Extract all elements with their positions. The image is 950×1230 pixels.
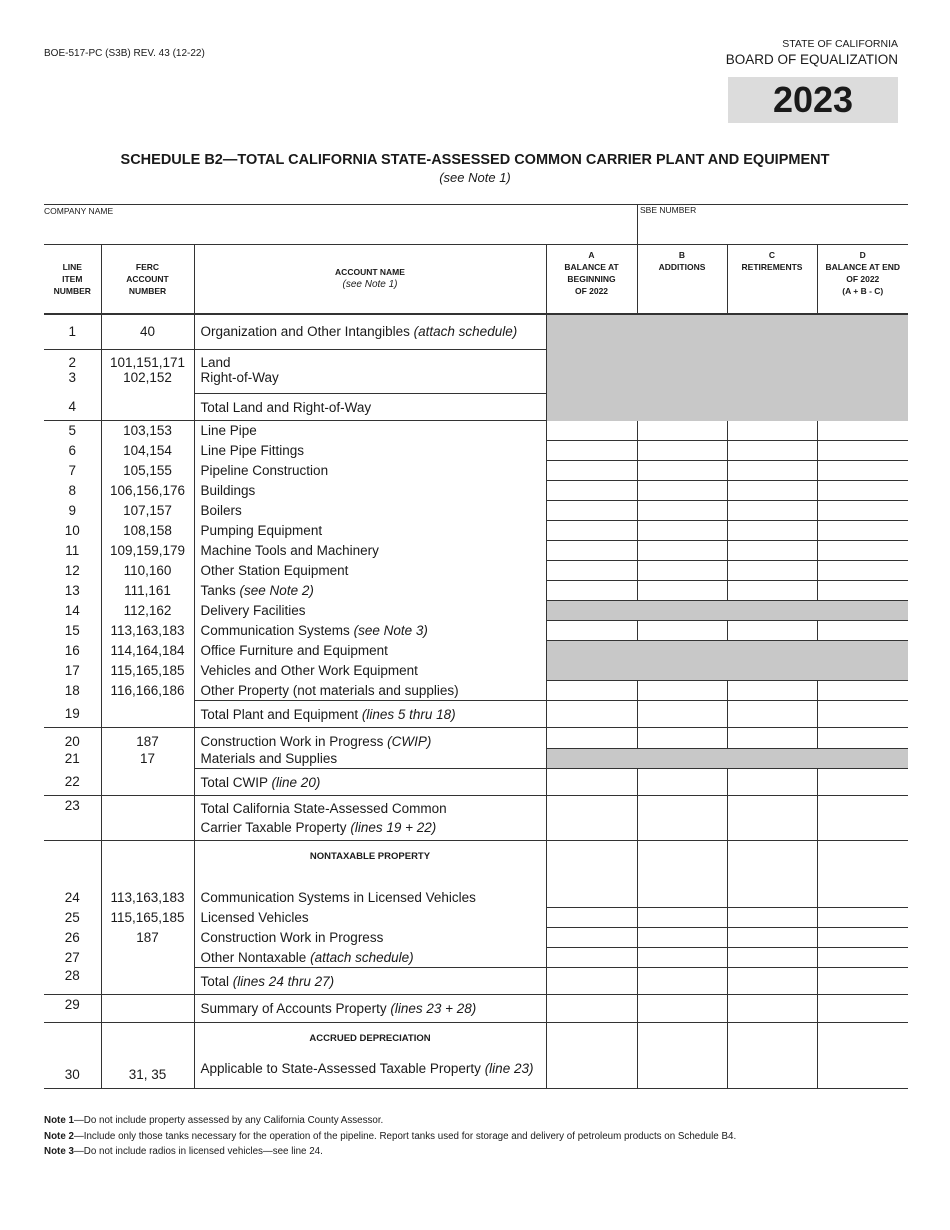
account-name: Tanks (see Note 2): [194, 581, 546, 601]
col-a-header: A BALANCE AT BEGINNING OF 2022: [546, 245, 637, 314]
line-number: 13: [64, 583, 80, 598]
table-row: [44, 621, 908, 641]
table-row: [44, 561, 908, 581]
input-cell[interactable]: [546, 928, 637, 948]
ferc-number: 112,162: [101, 601, 194, 621]
input-cell[interactable]: [637, 481, 727, 501]
col-ferc-header: FERC ACCOUNT NUMBER: [101, 245, 194, 314]
col-c-header: C RETIREMENTS: [727, 245, 817, 314]
shaded-cell: [546, 641, 908, 681]
input-cell[interactable]: [637, 728, 727, 749]
input-cell[interactable]: [817, 421, 908, 441]
section-heading: ACCRUED DEPRECIATION: [194, 1023, 546, 1061]
ferc-number: 109,159,179: [101, 541, 194, 561]
input-cell[interactable]: [817, 581, 908, 601]
line-number: 4: [44, 394, 101, 421]
input-cell[interactable]: [727, 995, 817, 1023]
section-row: [44, 1023, 908, 1061]
line-number: 29: [44, 995, 101, 1023]
table-row: [44, 796, 908, 841]
note-3: Note 3—Do not include radios in licensed vehicles—see line 24.: [44, 1146, 323, 1157]
table-row: [44, 314, 908, 350]
input-cell[interactable]: [546, 681, 637, 701]
note-1: Note 1—Do not include property assessed by any California County Assessor.: [44, 1115, 384, 1126]
input-cell[interactable]: [727, 421, 817, 441]
shaded-block: [546, 314, 908, 421]
input-cell[interactable]: [817, 621, 908, 641]
account-name: Other Station Equipment: [194, 561, 546, 581]
ferc-number: 187: [101, 728, 194, 749]
sbe-number-field[interactable]: SBE NUMBER: [637, 205, 696, 245]
line-number: 6: [68, 443, 76, 458]
account-name: Construction Work in Progress (CWIP): [194, 728, 546, 749]
table-row: [44, 641, 908, 661]
ferc-number: 108,158: [101, 521, 194, 541]
input-cell[interactable]: [817, 796, 908, 841]
input-cell[interactable]: [546, 908, 637, 928]
input-cell[interactable]: [817, 995, 908, 1023]
table-row: [44, 581, 908, 601]
line-number: 27: [64, 950, 80, 965]
input-cell[interactable]: [546, 948, 637, 968]
line-number: 7: [68, 463, 76, 478]
ferc-number: [101, 701, 194, 728]
ferc-number: 114,164,184: [101, 641, 194, 661]
input-cell[interactable]: [637, 796, 727, 841]
ferc-number: [101, 948, 194, 968]
form-id: BOE-517-PC (S3B) REV. 43 (12-22): [44, 48, 205, 59]
table-row: [44, 728, 908, 749]
line-number: 12: [64, 563, 80, 578]
line-number: 9: [68, 503, 76, 518]
account-name: Other Property (not materials and supplies): [194, 681, 546, 701]
account-name: Licensed Vehicles: [194, 908, 546, 928]
input-cell[interactable]: [546, 501, 637, 521]
table-row: [44, 481, 908, 501]
ferc-number: 110,160: [101, 561, 194, 581]
account-name: Total (lines 24 thru 27): [194, 968, 546, 995]
account-name: Applicable to State-Assessed Taxable Property (line 23): [194, 1061, 546, 1089]
input-cell[interactable]: [637, 421, 727, 441]
input-cell[interactable]: [727, 769, 817, 796]
table-row: [44, 749, 908, 769]
ferc-number: 113,163,183: [101, 888, 194, 908]
line-number: 16: [64, 643, 80, 658]
ferc-number: [101, 796, 194, 841]
input-cell[interactable]: [817, 481, 908, 501]
account-name: Office Furniture and Equipment: [194, 641, 546, 661]
input-cell[interactable]: [727, 581, 817, 601]
input-cell[interactable]: [546, 481, 637, 501]
input-cell[interactable]: [727, 728, 817, 749]
input-cell[interactable]: [727, 461, 817, 481]
table-row: [44, 541, 908, 561]
ferc-number: 31, 35: [101, 1061, 194, 1089]
header-row: [44, 245, 908, 314]
input-cell[interactable]: [817, 1023, 908, 1089]
shaded-cell: [546, 749, 908, 769]
input-cell[interactable]: [546, 521, 637, 541]
input-cell[interactable]: [637, 928, 727, 948]
input-cell[interactable]: [637, 501, 727, 521]
input-cell[interactable]: [546, 421, 637, 441]
table-row: [44, 701, 908, 728]
ferc-number: [101, 995, 194, 1023]
input-cell[interactable]: [637, 541, 727, 561]
ferc-number: 17: [101, 749, 194, 769]
input-cell[interactable]: [637, 769, 727, 796]
line-number: 25: [64, 910, 80, 925]
ferc-number: 187: [101, 928, 194, 948]
account-name: Machine Tools and Machinery: [194, 541, 546, 561]
input-cell[interactable]: [546, 541, 637, 561]
input-cell[interactable]: [637, 681, 727, 701]
input-cell[interactable]: [817, 769, 908, 796]
ferc-number: 105,155: [101, 461, 194, 481]
input-cell[interactable]: [546, 769, 637, 796]
line-number: 11: [65, 543, 80, 558]
input-cell[interactable]: [817, 948, 908, 968]
input-cell[interactable]: [817, 541, 908, 561]
input-cell[interactable]: [727, 841, 817, 908]
account-name: Communication Systems (see Note 3): [194, 621, 546, 641]
input-cell[interactable]: [546, 581, 637, 601]
col-d-header: D BALANCE AT END OF 2022 (A + B - C): [817, 245, 908, 314]
table-row: [44, 908, 908, 928]
input-cell[interactable]: [727, 1023, 817, 1089]
account-name: Pumping Equipment: [194, 521, 546, 541]
account-name: Communication Systems in Licensed Vehicles: [194, 888, 546, 908]
input-cell[interactable]: [817, 908, 908, 928]
col-line-header: LINE ITEM NUMBER: [44, 245, 101, 314]
ferc-number: 106,156,176: [101, 481, 194, 501]
input-cell[interactable]: [727, 681, 817, 701]
input-cell[interactable]: [546, 461, 637, 481]
ferc-number: 111,161: [101, 581, 194, 601]
line-number: 2: [44, 350, 101, 370]
ferc-number: [101, 968, 194, 995]
input-cell[interactable]: [817, 521, 908, 541]
company-name-field[interactable]: COMPANY NAME: [44, 206, 114, 216]
input-cell[interactable]: [637, 841, 727, 908]
input-cell[interactable]: [727, 501, 817, 521]
ferc-number: 102,152: [101, 370, 194, 394]
input-cell[interactable]: [546, 441, 637, 461]
input-cell[interactable]: [546, 796, 637, 841]
input-cell[interactable]: [817, 461, 908, 481]
line-number: 3: [68, 369, 76, 385]
account-name: Total California State-Assessed Common Carrier Taxable Property (lines 19 + 22): [194, 796, 546, 841]
input-cell[interactable]: [727, 908, 817, 928]
line-number: 8: [68, 483, 76, 498]
input-cell[interactable]: [637, 441, 727, 461]
input-cell[interactable]: [637, 561, 727, 581]
input-cell[interactable]: [546, 701, 637, 728]
page-subtitle: (see Note 1): [439, 170, 511, 185]
company-row: [44, 204, 908, 245]
table-row: [44, 421, 908, 441]
input-cell[interactable]: [637, 908, 727, 928]
input-cell[interactable]: [727, 481, 817, 501]
table-row: [44, 501, 908, 521]
input-cell[interactable]: [817, 681, 908, 701]
account-name: Vehicles and Other Work Equipment: [194, 661, 546, 681]
ferc-number: 113,163,183: [101, 621, 194, 641]
input-cell[interactable]: [546, 968, 637, 995]
ferc-number: 40: [101, 314, 194, 350]
ferc-number: 116,166,186: [101, 681, 194, 701]
input-cell[interactable]: [727, 968, 817, 995]
input-cell[interactable]: [727, 561, 817, 581]
line-number: 20: [64, 733, 80, 749]
ferc-number: 115,165,185: [101, 908, 194, 928]
table-row: [44, 769, 908, 796]
note-2: Note 2—Include only those tanks necessary for the operation of the pipeline. Report tanks used for storage and delivery of petroleum products on Schedule B4.: [44, 1130, 737, 1142]
col-account-header: ACCOUNT NAME (see Note 1): [194, 245, 546, 314]
ferc-number: [101, 769, 194, 796]
input-cell[interactable]: [637, 995, 727, 1023]
input-cell[interactable]: [727, 441, 817, 461]
input-cell[interactable]: [637, 948, 727, 968]
ferc-number: 107,157: [101, 501, 194, 521]
input-cell[interactable]: [817, 968, 908, 995]
input-cell[interactable]: [546, 561, 637, 581]
account-name: Buildings: [194, 481, 546, 501]
input-cell[interactable]: [817, 728, 908, 749]
table-row: [44, 681, 908, 701]
ferc-number: [101, 394, 194, 421]
account-name: Land: [194, 350, 546, 370]
account-name: Materials and Supplies: [194, 749, 546, 769]
line-number: 5: [68, 423, 76, 439]
input-cell[interactable]: [727, 701, 817, 728]
input-cell[interactable]: [637, 621, 727, 641]
ferc-number: 101,151,171: [101, 350, 194, 370]
account-name: Line Pipe: [194, 421, 546, 441]
input-cell[interactable]: [637, 1023, 727, 1089]
account-name: Total CWIP (line 20): [194, 769, 546, 796]
input-cell[interactable]: [637, 968, 727, 995]
footnotes: [44, 1113, 736, 1160]
table-row: [44, 995, 908, 1023]
line-number: 10: [64, 523, 80, 538]
line-number: 24: [64, 890, 80, 905]
ferc-number: 104,154: [101, 441, 194, 461]
input-cell[interactable]: [727, 928, 817, 948]
table-row: [44, 948, 908, 968]
input-cell[interactable]: [546, 841, 637, 908]
input-cell[interactable]: [546, 995, 637, 1023]
state-label: STATE OF CALIFORNIA: [782, 38, 898, 50]
account-name: Line Pipe Fittings: [194, 441, 546, 461]
input-cell[interactable]: [727, 948, 817, 968]
line-number: 19: [44, 701, 101, 728]
ferc-number: 115,165,185: [101, 661, 194, 681]
input-cell[interactable]: [727, 521, 817, 541]
table-row: [44, 441, 908, 461]
account-name: Pipeline Construction: [194, 461, 546, 481]
year-badge: 2023: [728, 77, 898, 123]
line-number: 15: [64, 623, 80, 638]
input-cell[interactable]: [546, 728, 637, 749]
line-number: 1: [68, 324, 76, 340]
shaded-cell: [546, 601, 908, 621]
input-cell[interactable]: [637, 521, 727, 541]
account-name: Total Plant and Equipment (lines 5 thru 18): [194, 701, 546, 728]
input-cell[interactable]: [546, 621, 637, 641]
page-title: SCHEDULE B2—TOTAL CALIFORNIA STATE-ASSESSED COMMON CARRIER PLANT AND EQUIPMENT: [120, 152, 830, 168]
input-cell[interactable]: [817, 561, 908, 581]
account-name: Boilers: [194, 501, 546, 521]
input-cell[interactable]: [727, 541, 817, 561]
board-label: BOARD OF EQUALIZATION: [725, 52, 898, 67]
account-name: Organization and Other Intangibles (attach schedule): [194, 314, 546, 350]
input-cell[interactable]: [637, 701, 727, 728]
line-number: 30: [44, 1061, 101, 1089]
table-row: [44, 928, 908, 948]
input-cell[interactable]: [817, 841, 908, 908]
table-row: [44, 521, 908, 541]
input-cell[interactable]: [637, 461, 727, 481]
input-cell[interactable]: [817, 928, 908, 948]
schedule-table: [44, 244, 908, 1089]
input-cell[interactable]: [637, 581, 727, 601]
line-number: 18: [64, 683, 80, 698]
table-row: [44, 461, 908, 481]
ferc-number: 103,153: [101, 421, 194, 441]
line-number: 14: [64, 603, 80, 618]
account-name: Other Nontaxable (attach schedule): [194, 948, 546, 968]
account-name: Total Land and Right-of-Way: [194, 394, 546, 421]
account-name: Construction Work in Progress: [194, 928, 546, 948]
line-number: 17: [64, 663, 80, 678]
input-cell[interactable]: [817, 441, 908, 461]
account-name: Right-of-Way: [194, 370, 546, 394]
section-heading: NONTAXABLE PROPERTY: [194, 841, 546, 888]
account-name: Summary of Accounts Property (lines 23 + 28): [194, 995, 546, 1023]
line-number: 21: [64, 751, 80, 766]
input-cell[interactable]: [727, 796, 817, 841]
line-number: 23: [44, 796, 101, 841]
col-b-header: B ADDITIONS: [637, 245, 727, 314]
line-number: 22: [44, 769, 101, 796]
input-cell[interactable]: [546, 1023, 637, 1089]
input-cell[interactable]: [817, 501, 908, 521]
section-row: [44, 841, 908, 888]
input-cell[interactable]: [817, 701, 908, 728]
table-row: [44, 601, 908, 621]
input-cell[interactable]: [727, 621, 817, 641]
account-name: Delivery Facilities: [194, 601, 546, 621]
line-number: 28: [44, 968, 101, 995]
line-number: 26: [64, 930, 80, 945]
table-row: [44, 968, 908, 995]
